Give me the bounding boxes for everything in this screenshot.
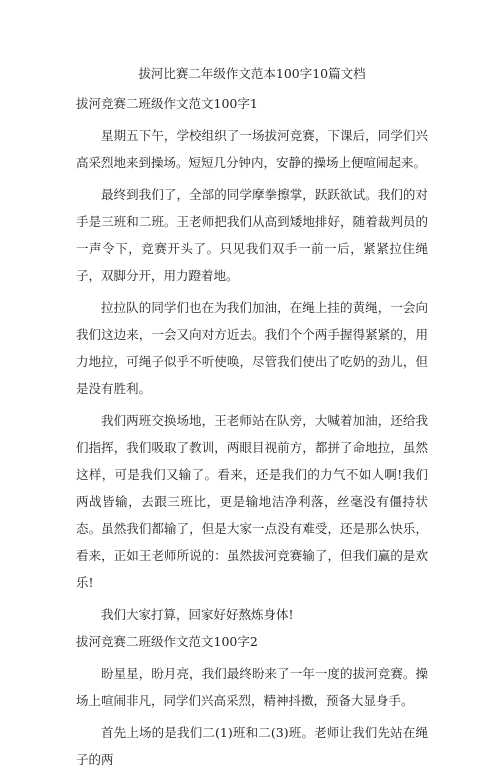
section-1-paragraph-5: 我们大家打算，回家好好熬炼身体! — [101, 607, 294, 622]
section-1-paragraph-3: 拉拉队的同学们也在为我们加油，在绳上挂的黄绳，一会向我们这边来，一会又向对方近去。我们个个两手握得紧紧的，用力地拉，可绳子似乎不听使唤，尽管我们使出了吃奶的劲儿，但是没有胜利。 — [76, 300, 428, 396]
section-1-paragraph-4: 我们两班交换场地，王老师站在队旁，大喊着加油，还给我们指挥，我们吸取了教训，两眼目视前方，都拼了命地拉，虽然这样，可是我们又输了。看来，还是我们的力气不如人啊!我们两战皆输，去跟三班比，更是输地洁净利落，丝毫没有僵持状态。虽然我们都输了，但是大家一点没有难受，还是那么快乐，看来，正如王老师所说的：虽然拔河竞赛输了，但我们赢的是欢乐! — [76, 413, 428, 590]
section-2-paragraph-2: 首先上场的是我们二(1)班和二(3)班。老师让我们先站在绳子的两 — [76, 725, 428, 767]
document-title: 拔河比赛二年级作文范本100字10篇文档 — [138, 66, 366, 81]
section-2-paragraph-1: 盼星星，盼月亮，我们最终盼来了一年一度的拔河竞赛。操场上喧闹非凡，同学们兴高采烈，精神抖擞，预备大显身手。 — [76, 666, 428, 708]
section-heading-2: 拔河竞赛二班级作文范文100字2 — [76, 634, 258, 649]
section-1-paragraph-1: 星期五下午，学校组织了一场拔河竞赛，下课后，同学们兴高采烈地来到操场。短短几分钟内，安静的操场上便喧闹起来。 — [76, 128, 428, 170]
section-heading-1: 拔河竞赛二班级作文范文100字1 — [76, 96, 258, 111]
section-1-paragraph-2: 最终到我们了，全部的同学摩拳擦掌，跃跃欲试。我们的对手是三班和二班。王老师把我们从高到矮地排好，随着裁判员的一声令下，竞赛开头了。只见我们双手一前一后，紧紧拉住绳子，双脚分开，用力蹬着地。 — [76, 187, 428, 283]
